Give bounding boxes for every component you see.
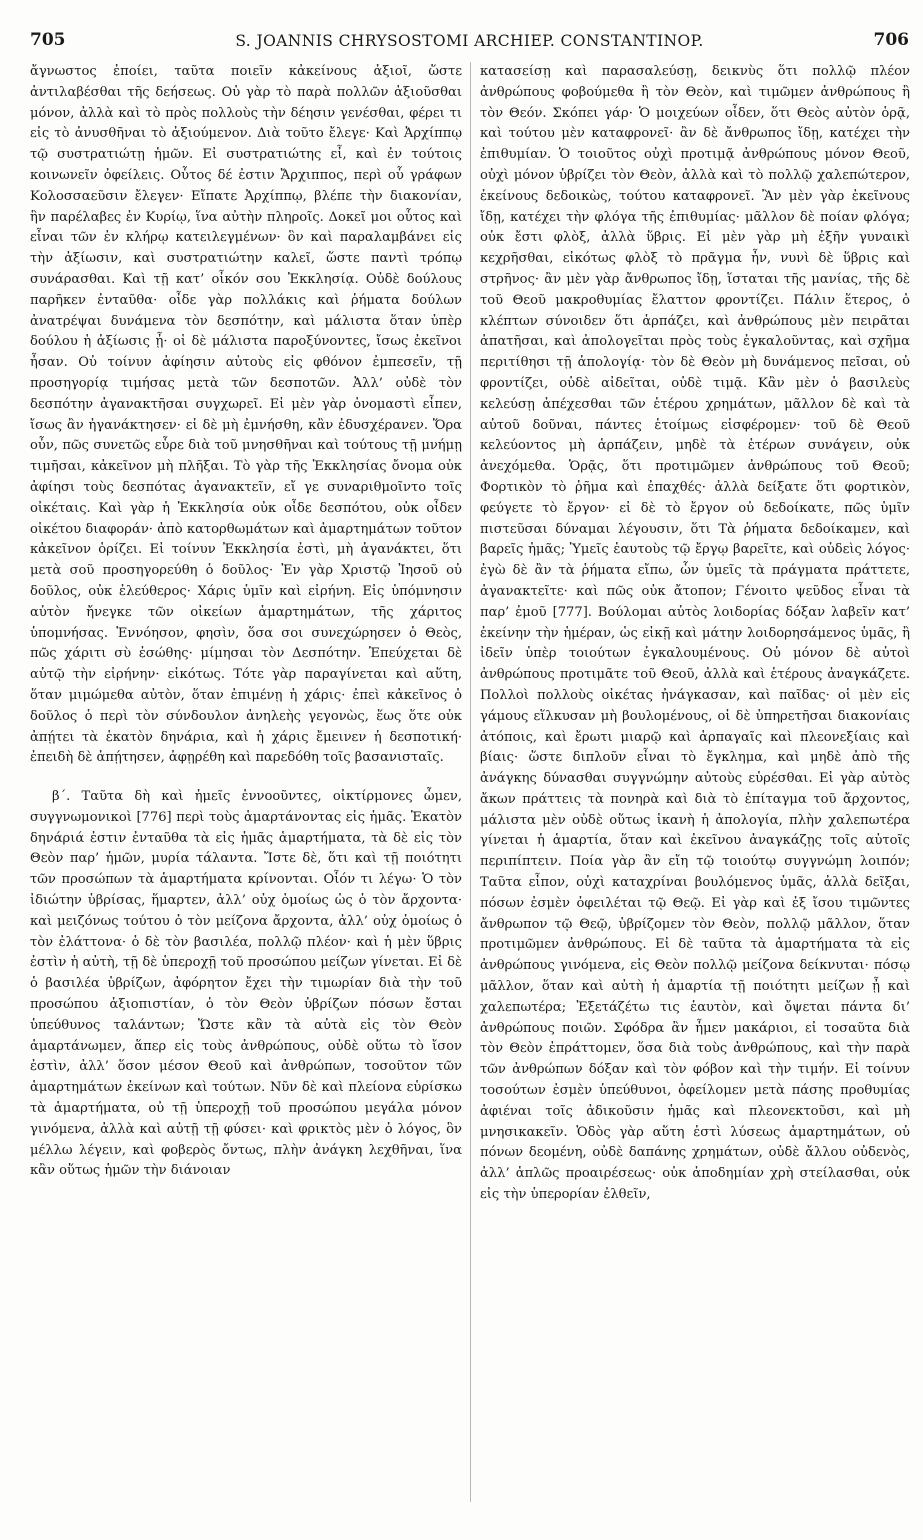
page-number-left: 705	[30, 30, 66, 50]
page-number-right: 706	[873, 30, 909, 50]
running-title: S. JOANNIS CHRYSOSTOMI ARCHIEP. CONSTANTINOP.	[235, 32, 704, 50]
right-paragraph-1: κατασείσῃ καὶ παρασαλεύσῃ, δεικνὺς ὅτι πολλῷ πλέον ἀνθρώπους φοβούμεθα ἢ τὸν Θεὸν, καὶ τιμῶμεν ἀνθρώπους ἢ τὸν Θεόν. Σκόπει γάρ· Ὁ μοιχεύων οἶδεν, ὅτι Θεὸς αὐτὸν ὁρᾷ, καὶ τούτου μὲν καταφρονεῖ· ἂν δὲ ἄνθρωπος ἴδῃ, κατέχει τὴν ἐπιθυμίαν. Ὁ τοιοῦτος οὐχὶ προτιμᾷ ἀνθρώπους μόνον Θεοῦ, οὐχὶ μόνον ὑβρίζει τὸν Θεὸν, ἀλλὰ καὶ τὸ πολλῷ χαλεπώτερον, ἐκείνους δεδοικὼς, τούτου καταφρονεῖ. Ἂν μὲν γὰρ ἐκεῖνους ἴδῃ, κατέχει τὴν φλόγα τῆς ἐπιθυμίας· μᾶλλον δὲ ποίαν φλόγα; οὐκ ἔστι φλὸξ, ἀλλὰ ὕβρις. Εἰ μὲν γὰρ μὴ ἐξῆν γυναικὶ κεχρῆσθαι, εἰκότως φλὸξ τὸ πρᾶγμα ἦν, νυνὶ δὲ ὕβρις καὶ στρῆνος· ἂν μὲν γὰρ ἄνθρωπος ἴδῃ, ἵσταται τῆς μανίας, τῆς δὲ τοῦ Θεοῦ μακροθυμίας ἔλαττον φροντίζει. Πάλιν ἕτερος, ὁ κλέπτων σύνοιδεν ὅτι ἁρπάζει, καὶ ἀνθρώπους μὲν πειρᾶται ἀπατῆσαι, καὶ ἀπολογεῖται πρὸς τοὺς ἐγκαλοῦντας, καὶ σχῆμα περιτίθησι τῇ ἀπολογίᾳ· τὸν δὲ Θεὸν μὴ δυνάμενος πεῖσαι, οὐ φροντίζει, οὐδὲ αἰδεῖται, οὐδὲ τιμᾷ. Κἂν μὲν ὁ βασιλεὺς κελεύσῃ ἀπέχεσθαι τῶν ἑτέρου χρημάτων, μᾶλλον δὲ καὶ τὰ αὐτοῦ δοῦναι, πάντες ἑτοίμως εἰσφέρομεν· τοῦ δὲ Θεοῦ κελεύοντος μὴ ἁρπάζειν, μηδὲ τὰ ἑτέρων συνάγειν, οὐκ ἀνεχόμεθα. Ὁρᾷς, ὅτι προτιμῶμεν ἀνθρώπους τοῦ Θεοῦ; Φορτικὸν τὸ ῥῆμα καὶ ἐπαχθές· ἀλλὰ δείξατε ὅτι φορτικὸν, φεύγετε τὸ ἔργον· εἰ δὲ τὸ ἔργον οὐ δεδοίκατε, πῶς ὑμῖν πιστεῦσαι δύναμαι λέγουσιν, ὅτι Τὰ ῥήματα δεδοίκαμεν, καὶ βαρεῖς ἡμᾶς; Ὑμεῖς ἑαυτοὺς τῷ ἔργῳ βαρεῖτε, καὶ οὐδεὶς λόγος· ἐγὼ δὲ ἂν τὰ ῥήματα εἴπω, ὧν ὑμεῖς τὰ πράγματα πράττετε, ἀγανακτεῖτε· καὶ πῶς οὐκ ἄτοπον; Γένοιτο ψεῦδος εἶναι τὰ παρ’ ἐμοῦ [777]. Βούλομαι αὐτὸς λοιδορίας δόξαν λαβεῖν κατ’ ἐκείνην τὴν ἡμέραν, ὡς εἰκῇ καὶ μάτην λοιδορησάμενος ὑμᾶς, ἢ ἰδεῖν ὑπὲρ τοιούτων ἐγκαλουμένους. Οὐ μόνον δὲ αὐτοὶ ἀνθρώπους προτιμᾶτε τοῦ Θεοῦ, ἀλλὰ καὶ ἑτέρους ἀναγκάζετε. Πολλοὶ πολλοὺς οἰκέτας ἠνάγκασαν, καὶ παῖδας· οἱ μὲν εἰς γάμους εἵλκυσαν μὴ βουλομένους, οἱ δὲ ὑπηρετῆσαι διακονίαις ἀτόποις, καὶ ἔρωτι μιαρῷ καὶ ἁρπαγαῖς καὶ πλεονεξίαις καὶ βίαις· ὥστε διπλοῦν εἶναι τὸ ἔγκλημα, καὶ μηδὲ ἀπὸ τῆς ἀνάγκης δύνασθαι συγγνώμην αὐτοὺς εὑρέσθαι. Εἰ γὰρ αὐτὸς ἄκων πράττεις τὰ πονηρὰ καὶ διὰ τὸ ἐπίταγμα τοῦ ἄρχοντος, μάλιστα μὲν οὐδὲ οὕτως ἱκανὴ ἡ ἀπολογία, πλὴν χαλεπωτέρα γίνεται ἡ ἁμαρτία, ὅταν καὶ ἐκεῖνου ἀναγκάζῃς τοῖς αὐτοῖς περιπίπτειν. Ποία γὰρ ἂν εἴη τῷ τοιούτῳ συγγνώμη λοιπόν; Ταῦτα εἶπον, οὐχὶ καταχρίναι βουλόμενος ὑμᾶς, ἀλλὰ δεῖξαι, πόσων ἐσμὲν ὀφειλέται τῷ Θεῷ. Εἰ γὰρ καὶ ἐξ ἴσου τιμῶντες ἄνθρωπον τῷ Θεῷ, ὑβρίζομεν τὸν Θεὸν, πολλῷ μᾶλλον, ὅταν προτιμῶμεν ἀνθρώπους. Εἰ δὲ ταῦτα τὰ ἁμαρτήματα τὰ εἰς ἀνθρώπους γινόμενα, εἰς Θεὸν πολλῷ μείζονα δείκνυται· πόσῳ μᾶλλον, ὅταν καὶ αὐτὴ ἡ ἁμαρτία τῇ ποιότητι μείζων ᾖ καὶ χαλεπωτέρα; Ἐξετάζέτω τις ἑαυτὸν, καὶ ὄψεται πάντα δι’ ἀνθρώπους ποιῶν. Σφόδρα ἂν ἦμεν μακάριοι, εἰ τοσαῦτα διὰ τὸν Θεὸν ἐπράττομεν, ὅσα διὰ τοὺς ἀνθρώπους, καὶ τὴν παρὰ τῶν ἀνθρώπων δόξαν καὶ τὸν φόβον καὶ τὴν τιμήν. Εἰ τοίνυν τοσούτων ἐσμὲν ὑπεύθυνοι, ὀφείλομεν μετὰ πάσης προθυμίας ἀφιέναι τοῖς ἀδικοῦσιν ἡμᾶς καὶ πλεονεκτοῦσι, καὶ μὴ μνησικακεῖν. Ὁδὸς γὰρ αὕτη ἐστὶ λύσεως ἁμαρτημάτων, οὐ πόνων δεομένη, οὐδὲ δαπάνης χρημάτων, οὐδὲ ἄλλου οὐδενὸς, ἀλλ’ ἁπλῶς προαιρέσεως· οὐκ ἀποδημίαν χρὴ στείλασθαι, οὐκ εἰς τὴν ὑπερορίαν ἐλθεῖν,	[480, 64, 910, 1203]
column-divider	[470, 62, 471, 1502]
right-column	[480, 62, 910, 1206]
left-column	[30, 62, 462, 1182]
left-paragraph-2: β΄. Ταῦτα δὴ καὶ ἡμεῖς ἐννοοῦντες, οἰκτίρμονες ὦμεν, συγγνωμονικοὶ [776] περὶ τοὺς ἁμαρτάνοντας εἰς ἡμᾶς. Ἑκατὸν δηνάριά ἐστιν ἐνταῦθα τὰ εἰς ἡμᾶς ἁμαρτήματα, τὰ δὲ εἰς τὸν Θεὸν παρ’ ἡμῶν, μυρία τάλαντα. Ἴστε δὲ, ὅτι καὶ τῇ ποιότητι τῶν προσώπων τὰ ἁμαρτήματα κρίνονται. Οἷόν τι λέγω· Ὁ τὸν ἰδιώτην ὑβρίσας, ἥμαρτεν, ἀλλ’ οὐχ ὁμοίως ὡς ὁ τὸν ἄρχοντα· καὶ μειζόνως τούτου ὁ τὸν μείζονα ἄρχοντα, ἀλλ’ οὐχ ὁμοίως ὁ τὸν ἐλάττονα· ὁ δὲ τὸν βασιλέα, πολλῷ πλέον· καὶ ἡ μὲν ὕβρις ἐστὶν ἡ αὐτὴ, τῇ δὲ ὑπεροχῇ τοῦ προσώπου μείζων γίνεται. Εἰ δὲ ὁ βασιλέα ὑβρίζων, ἀφόρητον ἔχει τὴν τιμωρίαν διὰ τὴν τοῦ προσώπου ἀξιοπιστίαν, ὁ τὸν Θεὸν ὑβρίζων πόσων ἔσται ὑπεύθυνος ταλάντων; Ὥστε κἂν τὰ αὐτὰ εἰς τὸν Θεὸν ἁμαρτάνωμεν, ἅπερ εἰς τοὺς ἀνθρώπους, οὐδὲ οὕτω τὸ ἴσον ἐστὶν, ἀλλ’ ὅσον μέσον Θεοῦ καὶ ἀνθρώπων, τοσοῦτον τῶν ἁμαρτημάτων ἐκείνων καὶ τούτων. Νῦν δὲ καὶ πλείονα εὑρίσκω τὰ ἁμαρτήματα, οὐ τῇ ὑπεροχῇ τοῦ προσώπου μεγάλα μόνον γινόμενα, ἀλλὰ καὶ αὐτῇ τῇ φύσει· καὶ φρικτὸς μὲν ὁ λόγος, ὃν μέλλω λέγειν, καὶ φοβερὸς ὄντως, πλὴν ἀνάγκη λεχθῆναι, ἵνα κἂν οὕτως ἡμῶν τὴν διάνοιαν	[30, 789, 462, 1179]
left-paragraph-1: ἄγνωστος ἐποίει, ταῦτα ποιεῖν κἀκείνους ἀξιοῖ, ὥστε ἀντιλαβέσθαι τῆς δεήσεως. Οὐ γὰρ τὸ παρὰ πολλῶν ἀξιοῦσθαι μόνον, ἀλλὰ καὶ τὸ πρὸς πολλοὺς τὴν δέησιν γενέσθαι, φέρει τι εἰς τὸ ἀνυσθῆναι τὸ ἀξιούμενον. Διὰ τοῦτο ἔλεγε· Καὶ Ἀρχίππῳ τῷ συστρατιώτῃ ἡμῶν. Εἰ συστρατιώτης εἶ, καὶ ἐν τούτοις κοινωνεῖν ὀφείλεις. Οὗτος δέ ἐστιν Ἄρχιππος, περὶ οὗ γράφων Κολοσσαεῦσιν ἔλεγεν· Εἴπατε Ἀρχίππῳ, βλέπε τὴν διακονίαν, ἣν παρέλαβες ἐν Κυρίῳ, ἵνα αὐτὴν πληροῖς. Δοκεῖ μοι οὗτος καὶ εἶναι τῶν ἐν κλήρῳ κατειλεγμένων· ὃν καὶ παραλαμβάνει εἰς τὴν ἀξίωσιν, καὶ συστρατιώτην καλεῖ, ὥστε παντὶ τρόπῳ συνάρασθαι. Καὶ τῇ κατ’ οἶκόν σου Ἐκκλησίᾳ. Οὐδὲ δούλους παρῆκεν ἐνταῦθα· οἶδε γὰρ πολλάκις καὶ ῥήματα δούλων ἀνατρέψαι δυνάμενα τὸν δεσπότην, καὶ μάλιστα ὅταν ὑπὲρ δούλου ἡ ἀξίωσις ᾖ· οἱ δὲ μάλιστα παροξύνοντες, ἴσως ἐκεῖνοι ἦσαν. Οὐ τοίνυν ἀφίησιν αὐτοὺς εἰς φθόνον ἐμπεσεῖν, τῇ προσηγορίᾳ τιμήσας μετὰ τῶν δεσποτῶν. Ἀλλ’ οὐδὲ τὸν δεσπότην ἀγανακτῆσαι συγχωρεῖ. Εἰ μὲν γὰρ ὀνομαστὶ εἶπεν, ἴσως ἂν ἠγανάκτησεν· εἰ δὲ μὴ ἐμνήσθη, κἂν ἐδυσχέρανεν. Ὅρα οὖν, πῶς συνετῶς εὗρε διὰ τοῦ μνησθῆναι καὶ τούτους τῇ μνήμῃ τιμῆσαι, κἀκεῖνον μὴ πλῆξαι. Τὸ γὰρ τῆς Ἐκκλησίας ὄνομα οὐκ ἀφίησι τοὺς δεσπότας ἀγανακτεῖν, εἴ γε συναριθμοῖντο τοῖς οἰκέταις. Καὶ γὰρ ἡ Ἐκκλησία οὐκ οἶδε δεσπότου, οὐκ οἶδεν οἰκέτου διαφοράν· ἀπὸ κατορθωμάτων καὶ ἁμαρτημάτων τοῦτον κἀκεῖνον ὁρίζει. Εἰ τοίνυν Ἐκκλησία ἐστὶ, μὴ ἀγανάκτει, ὅτι μετὰ σοῦ προσηγορεύθη ὁ δοῦλος· Ἐν γὰρ Χριστῷ Ἰησοῦ οὐ δοῦλος, οὐκ ἐλεύθερος· Χάρις ὑμῖν καὶ εἰρήνη. Εἰς ὑπόμνησιν αὐτὸν ἤνεγκε τῶν οἰκείων ἁμαρτημάτων, τῆς χάριτος ὑπομνήσας. Ἐννόησον, φησὶν, ὅσα σοι συνεχώρησεν ὁ Θεὸς, πῶς χάριτι σὺ ἐσώθης· μίμησαι τὸν Δεσπότην. Ἐπεύχεται δὲ αὐτῷ τὴν εἰρήνην· εἰκότως. Τότε γὰρ παραγίνεται καὶ αὕτη, ὅταν μιμώμεθα αὐτὸν, ὅταν ἐπιμένῃ ἡ χάρις· ἐπεὶ κἀκεῖνος ὁ δοῦλος ὁ περὶ τὸν σύνδουλον ἀνηλεὴς γεγονὼς, ἕως ὅτε οὐκ ἀπῄτει τὰ ἑκατὸν δηνάρια, καὶ ἡ χάρις ἔμεινεν ἡ δεσποτική· ἐπειδὴ δὲ ἀπῄτησεν, ἀφῃρέθη καὶ παρεδόθη τοῖς βασανισταῖς.	[30, 64, 462, 766]
running-header	[30, 30, 909, 60]
